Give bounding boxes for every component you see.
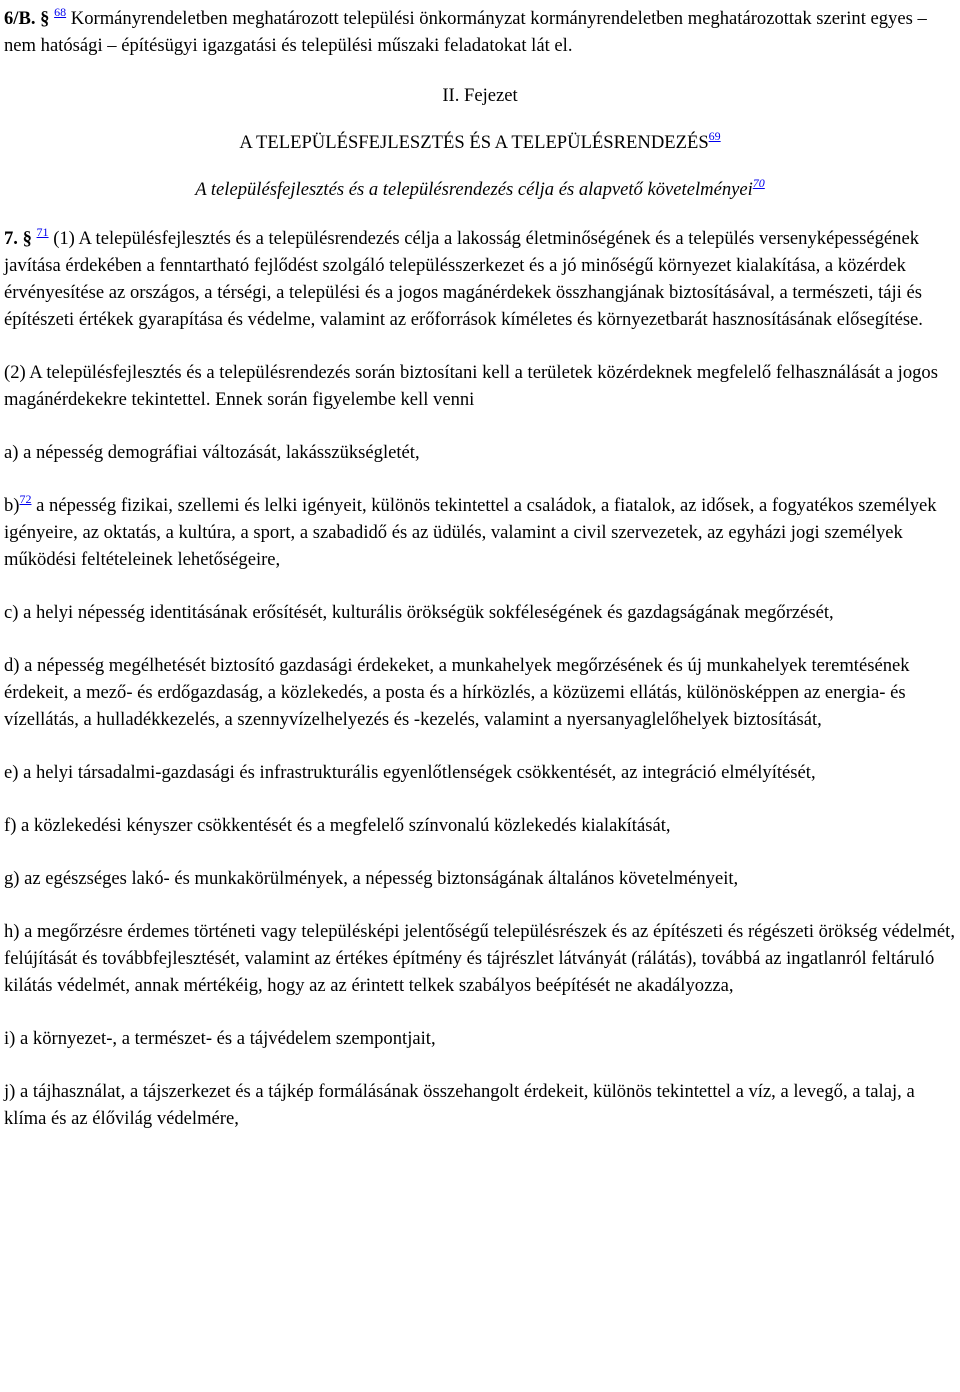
point-d: d) a népesség megélhetését biztosító gazdasági érdekeket, a munkahelyek megőrzésének és új munkahelyek teremtésének érdekeit, a mező- és erdőgazdaság, a közlekedés, a posta és a hírközlés, a közüzemi ellátás, különösképpen az energia- és vízellátás, a hulladékkezelés, a szennyvízelhelyezés és -kezelés, valamint a nyersanyaglelőhelyek biztosítását, (4, 655, 910, 730)
point-a: a) a népesség demográfiai változását, lakásszükségletét, (4, 442, 420, 463)
point-i: i) a környezet-, a természet- és a tájvédelem szempontjait, (4, 1028, 436, 1049)
point-b-label: b) (4, 495, 20, 516)
point-g: g) az egészséges lakó- és munkakörülmények, a népesség biztonságának általános követelményeit, (4, 868, 739, 889)
section-label-6b: 6/B. § (4, 8, 50, 29)
footnote-link-68[interactable]: 68 (54, 4, 67, 19)
chapter-label: II. Fejezet (442, 85, 518, 106)
section-title (4, 176, 956, 203)
point-b (4, 492, 956, 573)
intro-paragraph (4, 5, 956, 59)
point-f: f) a közlekedési kényszer csökkentését és a megfelelő színvonalú közlekedés kialakítását, (4, 815, 671, 836)
document-page (0, 5, 960, 1132)
point-c: c) a helyi népesség identitásának erősítését, kulturális örökségük sokféleségének és gazdagságának megőrzését, (4, 602, 834, 623)
footnote-link-71[interactable]: 71 (36, 224, 49, 239)
paragraph-7-1 (4, 225, 956, 333)
paragraph-7-2: (2) A településfejlesztés és a településrendezés során biztosítani kell a területek közérdeknek megfelelő felhasználását a jogos magánérdekekre tekintettel. Ennek során figyelembe kell venni (4, 362, 938, 410)
section-label-7: 7. § (4, 228, 32, 249)
chapter-title-text: A TELEPÜLÉSFEJLESZTÉS ÉS A TELEPÜLÉSRENDEZÉS (239, 132, 709, 153)
point-e: e) a helyi társadalmi-gazdasági és infrastrukturális egyenlőtlenségek csökkentését, az integráció elmélyítését, (4, 762, 816, 783)
point-h: h) a megőrzésre érdemes történeti vagy településképi jelentőségű településrészek és az építészeti és régészeti örökség védelmét, felújítását és továbbfejlesztését, valamint az értékes építmény és tájrészlet látványát (rálátás), továbbá az ingatlanról feltáruló kilátás védelmét, annak mértékéig, hogy az az érintett telkek szabályos beépítését ne akadályozza, (4, 921, 955, 996)
point-b-text: a népesség fizikai, szellemi és lelki igényeit, különös tekintettel a családok, a fiatalok, az idősek, a fogyatékos személyek igényeire, az oktatás, a kultúra, a sport, a szabadidő és az üdülés, valamint a civil szervezetek, az egyházi jogi személyek működési feltételeinek lehetőségeire, (4, 495, 937, 570)
section-title-text: A településfejlesztés és a településrendezés célja és alapvető követelményei (195, 179, 753, 200)
chapter-title (4, 129, 956, 156)
footnote-link-72[interactable]: 72 (19, 491, 32, 506)
point-j: j) a tájhasználat, a tájszerkezet és a tájkép formálásának összehangolt érdekeit, különös tekintettel a víz, a levegő, a talaj, a klíma és az élővilág védelmére, (4, 1081, 915, 1129)
paragraph-7-1-text: (1) A településfejlesztés és a településrendezés célja a lakosság életminőségének és a település versenyképességének javítása érdekében a fenntartható fejlődést szolgáló településszerkezet és a jó minőségű környezet kialakítása, a közérdek érvényesítése az országos, a térségi, a települési és a jogos magánérdekek összhangjának biztosításával, a természeti, táji és építészeti értékek gyarapítása és védelme, valamint az erőforrások kíméletes és környezetbarát hasznosításának elősegítése. (4, 228, 923, 330)
footnote-link-70[interactable]: 70 (752, 175, 765, 190)
footnote-link-69[interactable]: 69 (708, 128, 721, 143)
intro-text: Kormányrendeletben meghatározott települési önkormányzat kormányrendeletben meghatározottak szerint egyes – nem hatósági – építésügyi igazgatási és települési műszaki feladatokat lát el. (4, 8, 927, 56)
